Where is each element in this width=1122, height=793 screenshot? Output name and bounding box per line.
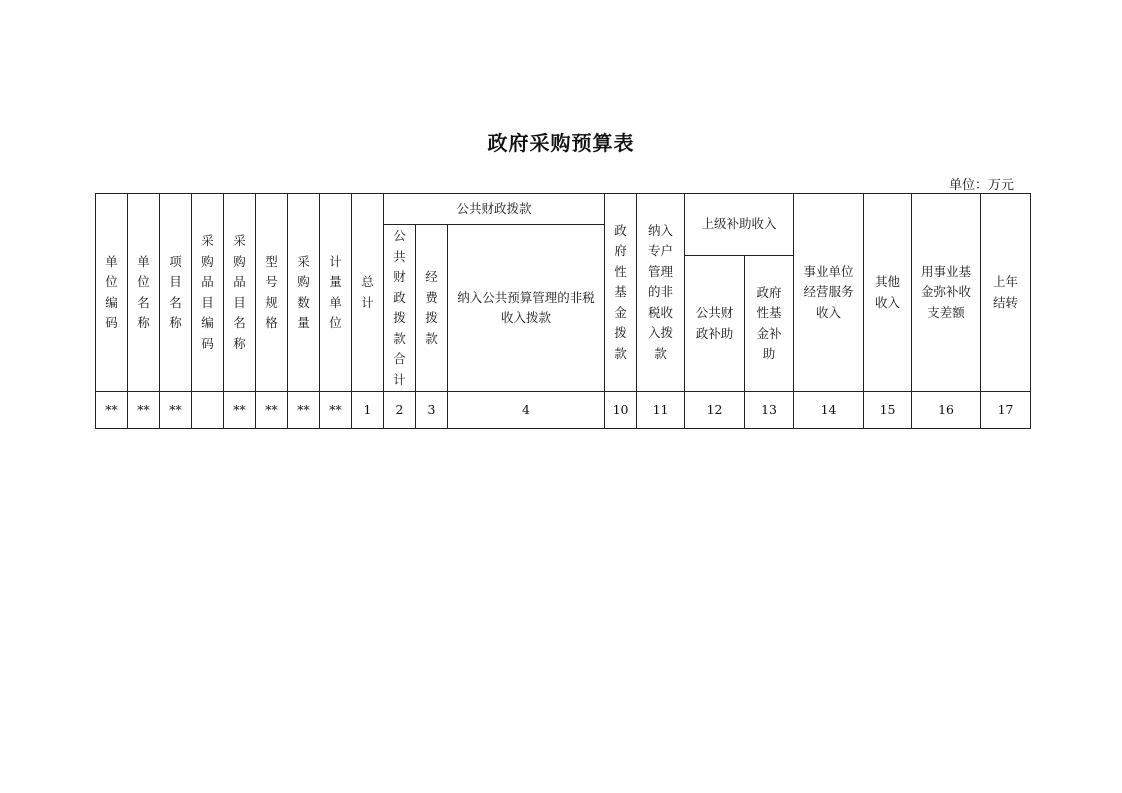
- header-special-account-nontax: 纳入专户管理的非税收入拨款: [637, 194, 685, 392]
- header-unit-code: 单位编码: [96, 194, 128, 392]
- header-gov-fund-allocation: 政府性基金拨款: [605, 194, 637, 392]
- header-carryover: 上年结转: [981, 194, 1031, 392]
- cell-model-spec: **: [256, 392, 288, 429]
- cell-other-income: 15: [864, 392, 912, 429]
- header-gov-fund-subsidy: 政府性基金补助: [745, 256, 794, 392]
- header-unit-name: 单位名称: [128, 194, 160, 392]
- header-nontax-allocation: 纳入公共预算管理的非税收入拨款: [448, 225, 605, 392]
- cell-nontax-allocation: 4: [448, 392, 605, 429]
- header-model-spec: 型号规格: [256, 194, 288, 392]
- cell-public-finance-subsidy: 12: [685, 392, 745, 429]
- header-total: 总计: [352, 194, 384, 392]
- cell-fund-make-up: 16: [912, 392, 981, 429]
- cell-measure-unit: **: [320, 392, 352, 429]
- cell-public-finance-total: 2: [384, 392, 416, 429]
- cell-funding-allocation: 3: [416, 392, 448, 429]
- cell-unit-code: **: [96, 392, 128, 429]
- budget-table: [95, 193, 1031, 429]
- header-superior-subsidy-group: 上级补助收入: [685, 194, 794, 256]
- header-project-name: 项目名称: [160, 194, 192, 392]
- cell-item-name: **: [224, 392, 256, 429]
- cell-special-account-nontax: 11: [637, 392, 685, 429]
- cell-unit-name: **: [128, 392, 160, 429]
- header-public-finance-group: 公共财政拨款: [384, 194, 605, 225]
- header-other-income: 其他收入: [864, 194, 912, 392]
- unit-label: 单位：万元: [948, 178, 1014, 193]
- cell-quantity: **: [288, 392, 320, 429]
- header-business-income: 事业单位经营服务收入: [794, 194, 864, 392]
- cell-project-name: **: [160, 392, 192, 429]
- cell-total: 1: [352, 392, 384, 429]
- header-measure-unit: 计量单位: [320, 194, 352, 392]
- header-quantity: 采购数量: [288, 194, 320, 392]
- header-fund-make-up: 用事业基金弥补收支差额: [912, 194, 981, 392]
- cell-gov-fund-subsidy: 13: [745, 392, 794, 429]
- header-item-name: 采购品目名称: [224, 194, 256, 392]
- cell-gov-fund-allocation: 10: [605, 392, 637, 429]
- cell-business-income: 14: [794, 392, 864, 429]
- cell-carryover: 17: [981, 392, 1031, 429]
- cell-item-code: [192, 392, 224, 429]
- header-funding-allocation: 经费拨款: [416, 225, 448, 392]
- header-item-code: 采购品目编码: [192, 194, 224, 392]
- page-title: 政府采购预算表: [487, 131, 635, 155]
- table-row: [96, 392, 1031, 429]
- header-public-finance-subsidy: 公共财政补助: [685, 256, 745, 392]
- header-public-finance-total: 公共财政拨款合计: [384, 225, 416, 392]
